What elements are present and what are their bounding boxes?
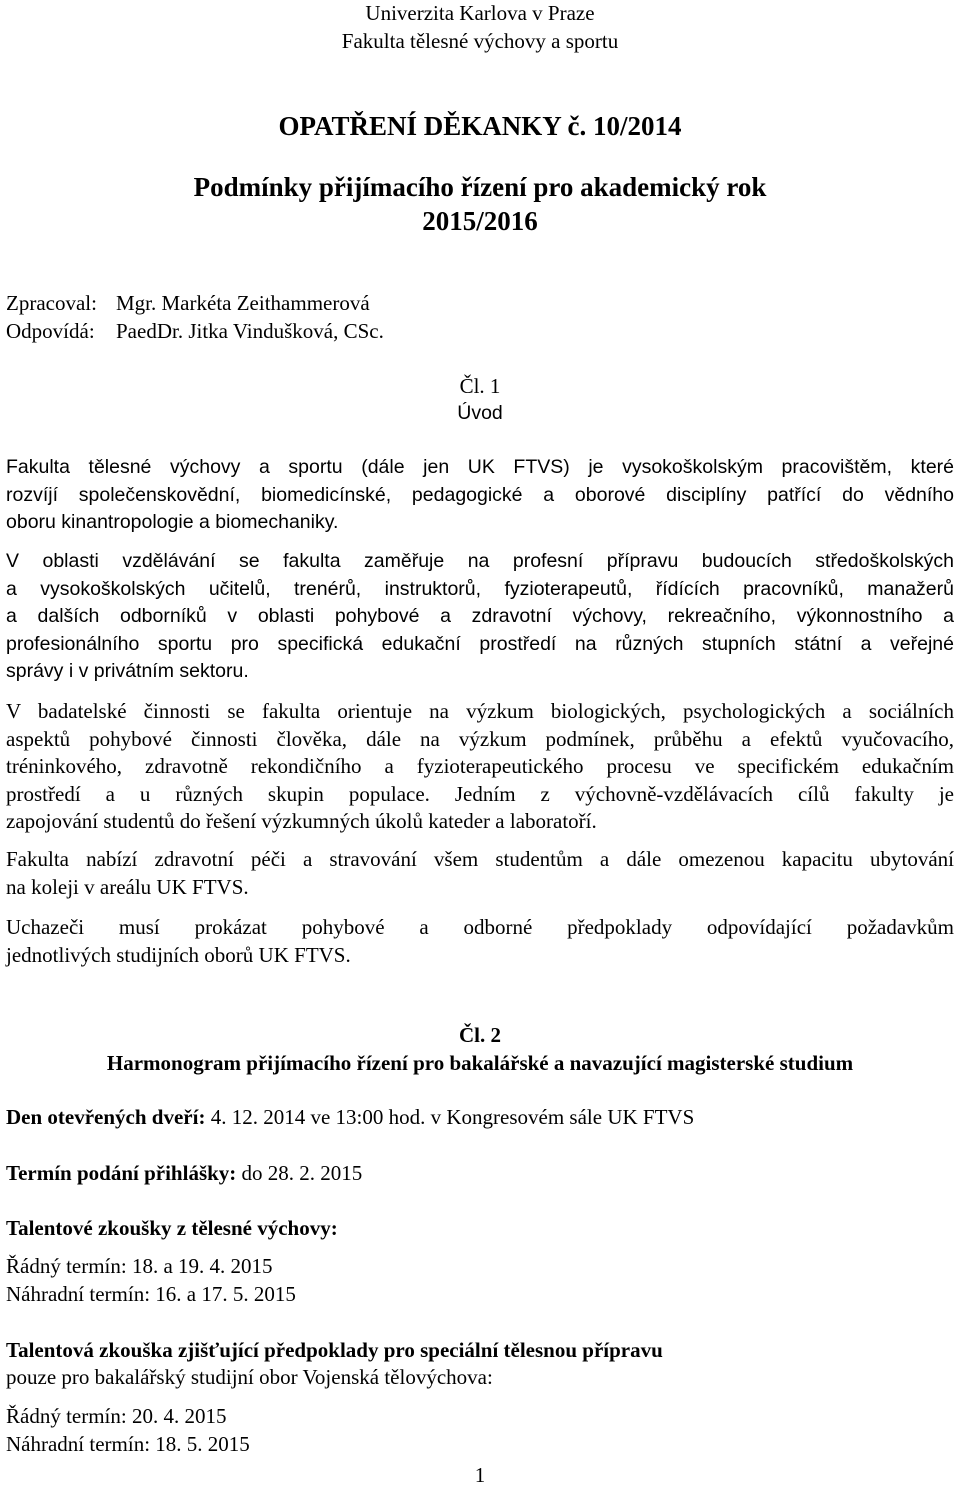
paragraph-line: Uchazeči musí prokázat pohybové a odborné předpoklady odpovídající požadavkům <box>6 915 954 939</box>
paragraph-line: a vysokoškolských učitelů, trenérů, instruktorů, fyzioterapeutů, řídících pracovníků, manažerů <box>6 577 954 600</box>
article-1-paragraph-4 <box>6 846 954 901</box>
talent-exam-heading: Talentové zkoušky z tělesné výchovy: <box>6 1216 338 1240</box>
article-1-paragraph-1 <box>6 454 954 537</box>
faculty-name: Fakulta tělesné výchovy a sportu <box>341 29 619 53</box>
paragraph-line: rozvíjí společenskovědní, biomedicínské, pedagogické a oborové disciplíny patřící do vědního <box>6 483 954 506</box>
paragraph-line: Fakulta tělesné výchovy a sportu (dále jen UK FTVS) je vysokoškolským pracovištěm, které <box>6 456 954 478</box>
paragraph-line: profesionálního sportu pro specifická edukační prostředí na různých stupních státní a veřejné <box>6 632 954 655</box>
paragraph-line: prostředí a u různých skupin populace. Jedním z výchovně-vzdělávacích cílů fakulty je <box>6 781 954 806</box>
responsible-person <box>6 318 384 344</box>
deadline-label: Termín podání přihlášky: <box>6 1161 237 1185</box>
talent-exam-regular: Řádný termín: 18. a 19. 4. 2015 <box>6 1254 273 1278</box>
special-exam-regular: Řádný termín: 20. 4. 2015 <box>6 1404 227 1428</box>
paragraph-line: tréninkového, zdravotně rekondičního a fyzioterapeutického procesu ve specifickém edukačním <box>6 754 954 778</box>
paragraph-line: jednotlivých studijních oborů UK FTVS. <box>6 942 351 967</box>
paragraph-line: V badatelské činnosti se fakulta orientuje na výzkum biologických, psychologických a sociálních <box>6 699 954 723</box>
article-1-paragraph-5 <box>6 914 954 969</box>
article-1-paragraph-3 <box>6 698 954 836</box>
article-2-number: Čl. 2 <box>459 1023 501 1047</box>
prepared-name: Mgr. Markéta Zeithammerová <box>116 291 370 315</box>
talent-exam-substitute: Náhradní termín: 16. a 17. 5. 2015 <box>6 1282 296 1306</box>
decree-title: OPATŘENÍ DĚKANKY č. 10/2014 <box>278 111 682 141</box>
paragraph-line: aspektů pohybové činnosti člověka, dále na výzkum podmínek, průběhu a efektů vyučovacího, <box>6 726 954 751</box>
paragraph-line: oboru kinantropologie a biomechaniky. <box>6 511 339 533</box>
prepared-label: Zpracoval: <box>6 291 97 315</box>
open-day-value: 4. 12. 2014 ve 13:00 hod. v Kongresovém sále UK FTVS <box>205 1105 695 1129</box>
open-day <box>6 1104 694 1130</box>
article-1-paragraph-2 <box>6 548 954 686</box>
article-1-heading: Úvod <box>457 402 503 424</box>
special-exam-note: pouze pro bakalářský studijní obor Vojenská tělovýchova: <box>6 1365 493 1389</box>
paragraph-line: Fakulta nabízí zdravotní péči a stravování všem studentům a dále omezenou kapacitu ubytování <box>6 847 954 871</box>
special-exam-heading: Talentová zkouška zjišťující předpoklady pro speciální tělesnou přípravu <box>6 1338 663 1362</box>
subtitle-line-1: Podmínky přijímacího řízení pro akademický rok <box>193 172 767 202</box>
special-exam-substitute: Náhradní termín: 18. 5. 2015 <box>6 1432 250 1456</box>
prepared-by <box>6 290 370 316</box>
responsible-label: Odpovídá: <box>6 319 95 343</box>
open-day-label: Den otevřených dveří: <box>6 1105 206 1129</box>
university-name: Univerzita Karlova v Praze <box>365 1 595 25</box>
paragraph-line: a dalších odborníků v oblasti pohybové a zdravotní výchovy, rekreačního, výkonnostního a <box>6 605 954 627</box>
responsible-name: PaedDr. Jitka Vindušková, CSc. <box>116 319 384 343</box>
paragraph-line: V oblasti vzdělávání se fakulta zaměřuje na profesní přípravu budoucích středoškolských <box>6 550 954 572</box>
article-2-heading: Harmonogram přijímacího řízení pro bakalářské a navazující magisterské studium <box>106 1051 854 1075</box>
article-1-number: Čl. 1 <box>459 374 501 398</box>
paragraph-line: správy i v privátním sektoru. <box>6 660 249 682</box>
paragraph-line: zapojování studentů do řešení výzkumných úkolů kateder a laboratoří. <box>6 809 597 833</box>
subtitle-line-2: 2015/2016 <box>422 206 538 236</box>
paragraph-line: na koleji v areálu UK FTVS. <box>6 874 249 899</box>
page-number: 1 <box>474 1463 486 1487</box>
deadline-value: do 28. 2. 2015 <box>236 1161 363 1185</box>
application-deadline <box>6 1160 362 1186</box>
